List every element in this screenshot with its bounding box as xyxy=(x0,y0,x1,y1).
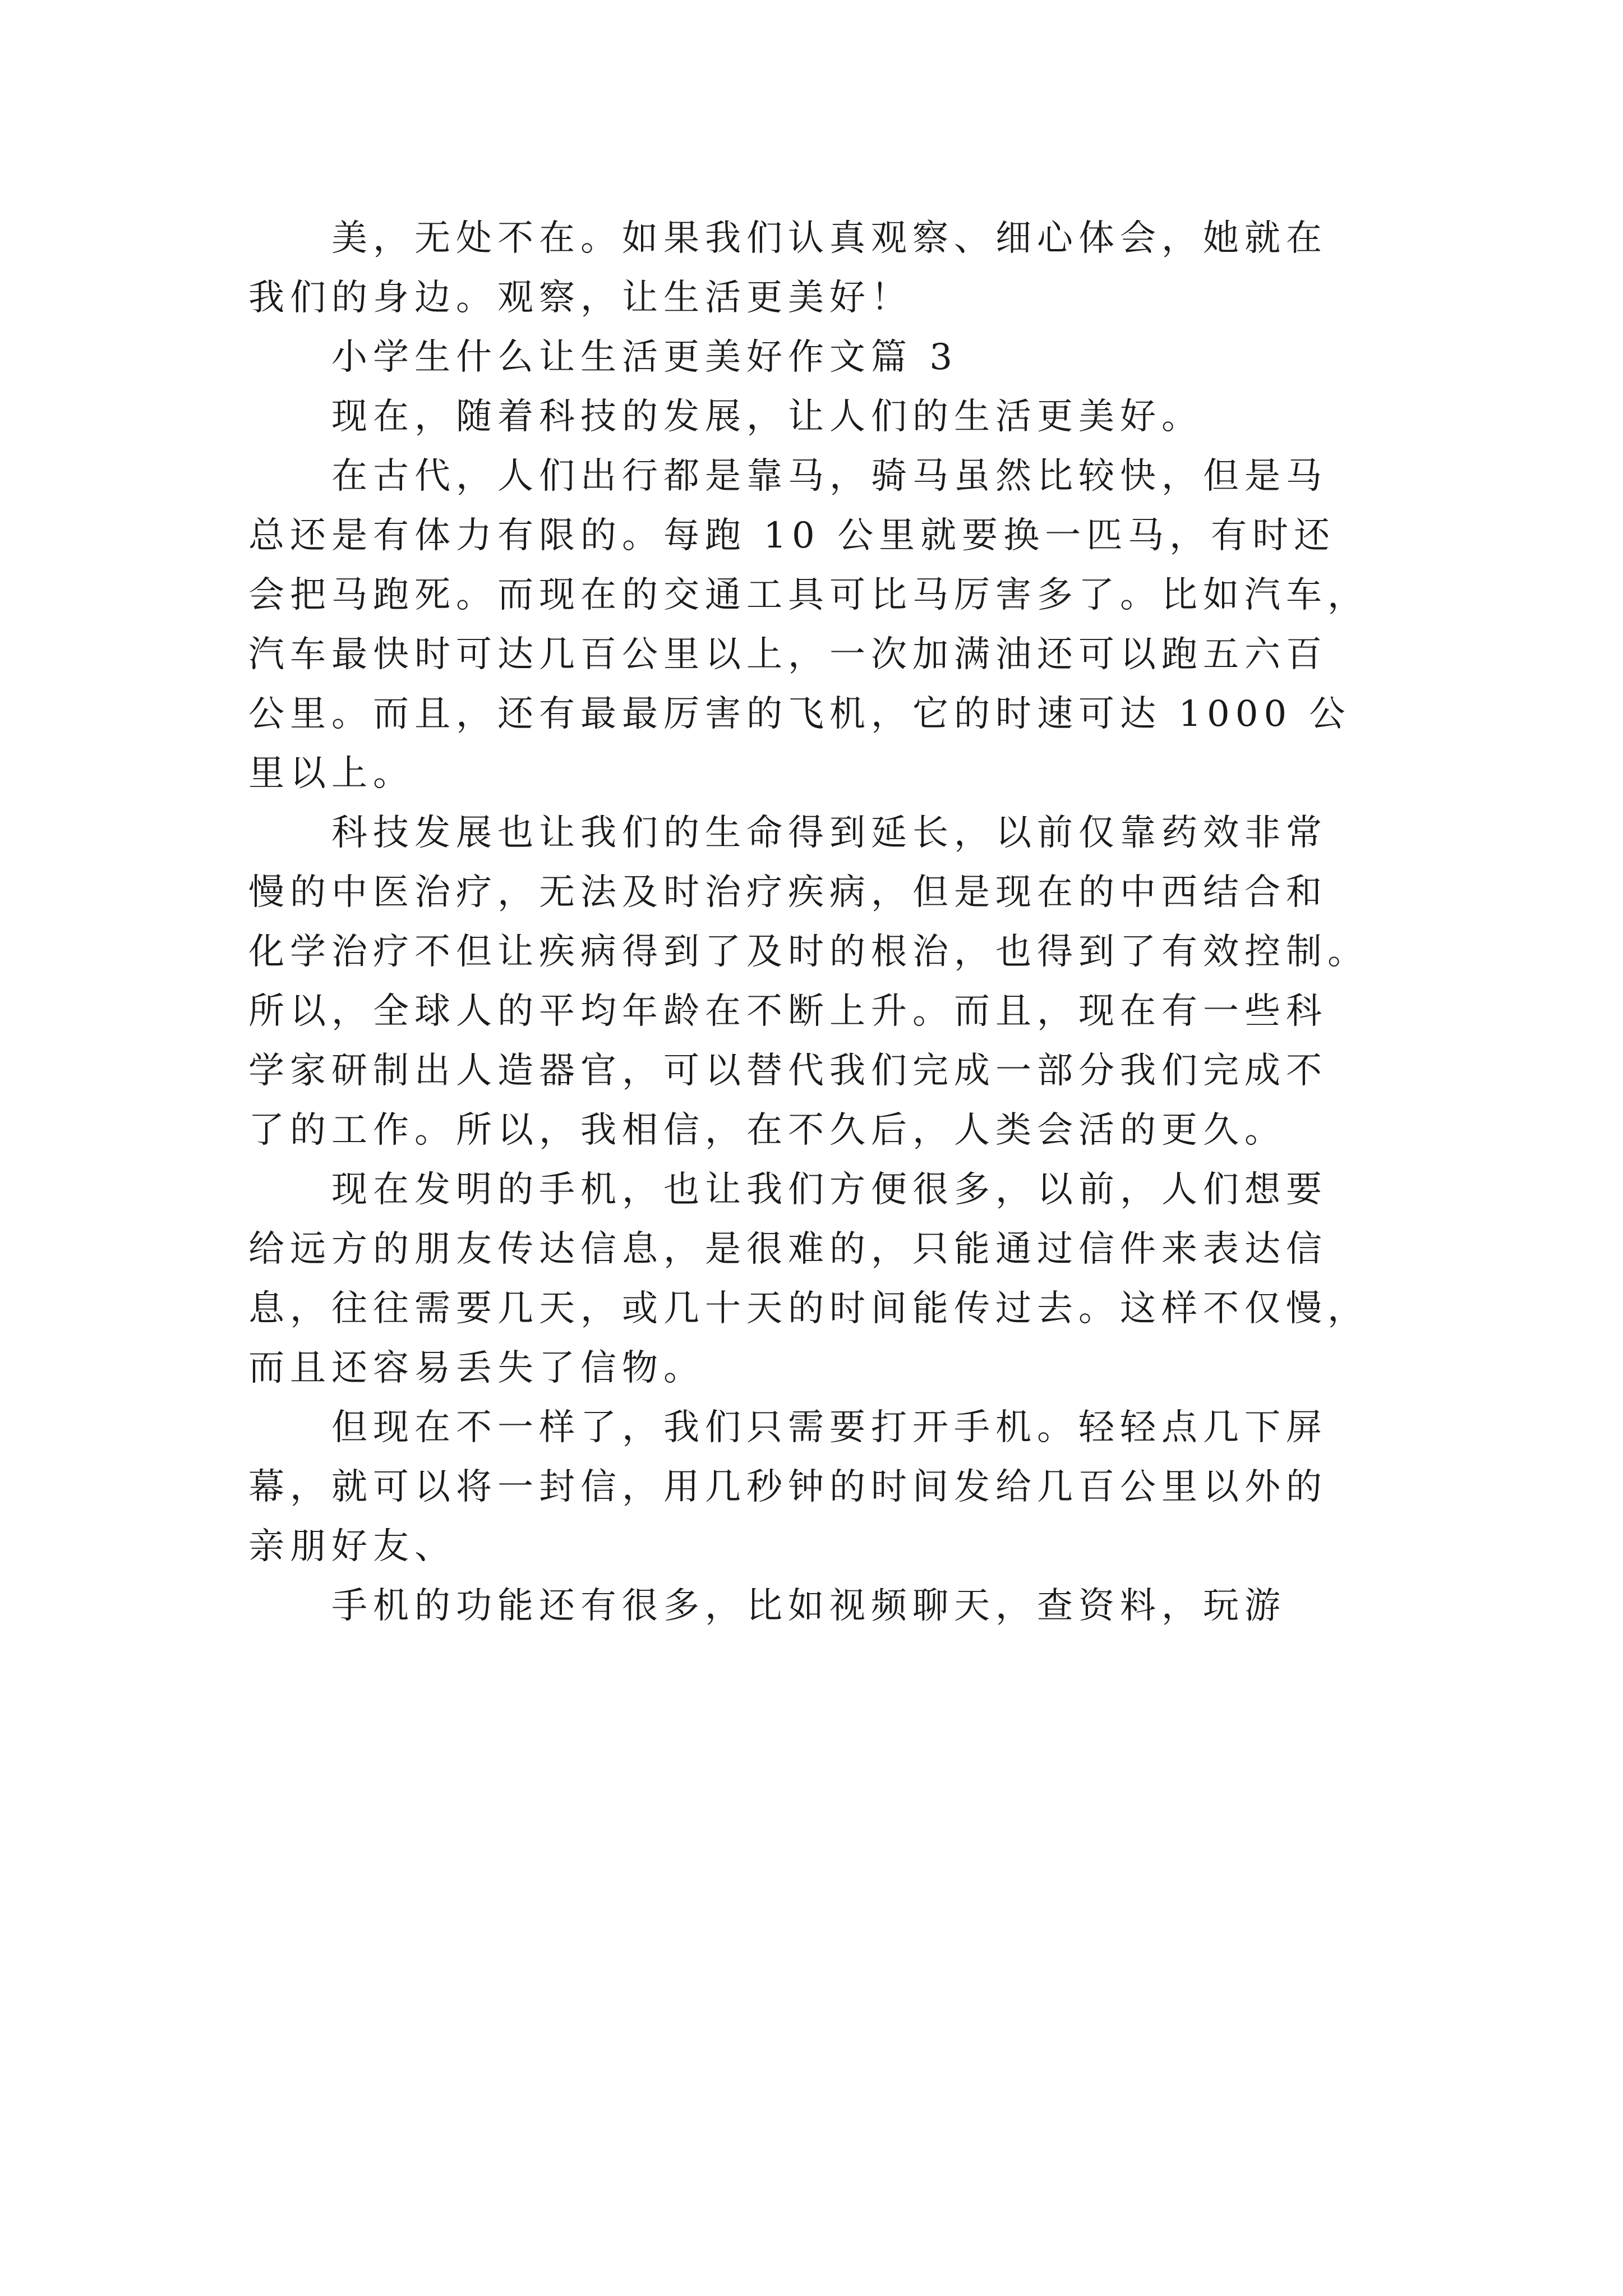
text-line: 手机的功能还有很多，比如视频聊天，查资料，玩游 xyxy=(331,1585,1286,1627)
paragraph xyxy=(248,209,1382,328)
paragraph xyxy=(248,1160,1382,1398)
text-line: 科技发展也让我们的生命得到延长，以前仅靠药效非常 xyxy=(331,812,1327,854)
text-line: 里以上。 xyxy=(248,753,414,794)
text-line: 总还是有体力有限的。每跑 10 公里就要换一匹马，有时还 xyxy=(248,515,1336,556)
text-line: 美，无处不在。如果我们认真观察、细心体会，她就在 xyxy=(331,218,1327,259)
text-line: 学家研制出人造器官，可以替代我们完成一部分我们完成不 xyxy=(248,1050,1327,1092)
paragraph xyxy=(248,447,1382,803)
text-line: 但现在不一样了，我们只需要打开手机。轻轻点几下屏 xyxy=(331,1407,1327,1448)
text-line: 亲朋好友、 xyxy=(248,1526,456,1567)
section-heading xyxy=(248,328,1382,387)
text-line: 现在，随着科技的发展，让人们的生活更美好。 xyxy=(331,396,1203,438)
text-line: 会把马跑死。而现在的交通工具可比马厉害多了。比如汽车， xyxy=(248,574,1369,616)
text-line: 幕，就可以将一封信，用几秒钟的时间发给几百公里以外的 xyxy=(248,1466,1327,1508)
text-line: 所以，全球人的平均年龄在不断上升。而且，现在有一些科 xyxy=(248,991,1327,1032)
text-line: 在古代，人们出行都是靠马，骑马虽然比较快，但是马 xyxy=(331,455,1327,497)
text-line: 而且还容易丢失了信物。 xyxy=(248,1347,705,1389)
text-line: 公里。而且，还有最最厉害的飞机，它的时速可达 1000 公 xyxy=(248,693,1351,735)
paragraph xyxy=(248,803,1382,1160)
text-line: 给远方的朋友传达信息，是很难的，只能通过信件来表达信 xyxy=(248,1228,1327,1270)
text-line: 化学治疗不但让疾病得到了及时的根治，也得到了有效控制。 xyxy=(248,931,1369,973)
paragraph xyxy=(248,1398,1382,1576)
text-line: 小学生什么让生活更美好作文篇 3 xyxy=(331,337,958,378)
paragraph xyxy=(248,387,1382,447)
text-line: 汽车最快时可达几百公里以上，一次加满油还可以跑五六百 xyxy=(248,634,1327,675)
text-line: 慢的中医治疗，无法及时治疗疾病，但是现在的中西结合和 xyxy=(248,872,1327,913)
paragraph xyxy=(248,1576,1382,1636)
text-line: 了的工作。所以，我相信，在不久后，人类会活的更久。 xyxy=(248,1110,1286,1151)
text-line: 现在发明的手机，也让我们方便很多，以前，人们想要 xyxy=(331,1169,1327,1211)
document-body xyxy=(248,209,1382,1636)
text-line: 息，往往需要几天，或几十天的时间能传过去。这样不仅慢， xyxy=(248,1288,1369,1329)
text-line: 我们的身边。观察，让生活更美好！ xyxy=(248,277,912,319)
